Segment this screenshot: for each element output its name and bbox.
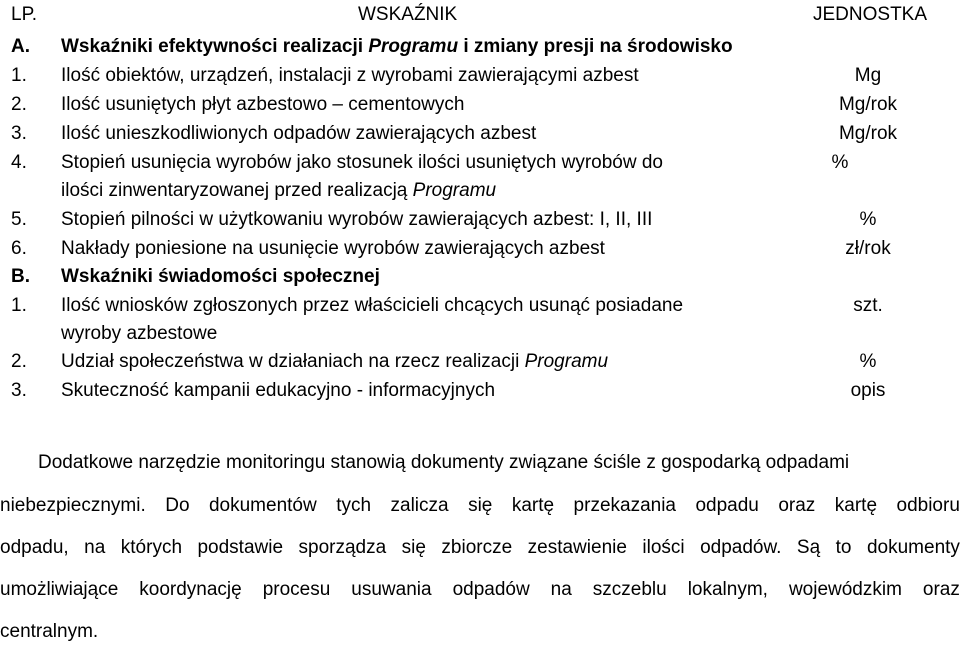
row-label-italic: Programu	[524, 351, 609, 372]
paragraph-word: umożliwiające	[0, 579, 119, 600]
paragraph-word: na	[84, 537, 106, 558]
paragraph-word: podstawie	[197, 537, 284, 558]
paragraph-word: odpadu	[695, 495, 759, 516]
paragraph-word: na	[550, 579, 572, 600]
paragraph-word: się	[468, 495, 493, 516]
table-row	[0, 377, 960, 405]
row-label: Skuteczność kampanii edukacyjno - informacyjnych	[61, 380, 496, 401]
section-b-label: Wskaźniki świadomości społecznej	[61, 266, 380, 287]
paragraph-word: oraz	[778, 495, 816, 516]
paragraph-word: oraz	[922, 579, 960, 600]
paragraph-word: przekazania	[573, 495, 676, 516]
row-label: Ilość obiektów, urządzeń, instalacji z wyrobami zawierającymi azbest	[61, 65, 639, 86]
section-a-title-post: i zmiany presji na środowisko	[458, 36, 733, 57]
row-unit: zł/rok	[845, 238, 891, 259]
table-row-continuation	[0, 320, 960, 348]
paragraph-word: kartę	[511, 495, 555, 516]
row-unit: szt.	[853, 295, 883, 316]
paragraph-word: się	[401, 537, 426, 558]
row-label-line2-italic: Programu	[412, 180, 497, 201]
table-row	[0, 348, 960, 376]
row-label: Nakłady poniesione na usunięcie wyrobów zawierających azbest	[61, 238, 605, 259]
header-unit: JEDNOSTKA	[813, 4, 928, 25]
section-b-title	[0, 263, 960, 291]
row-num: 3.	[11, 380, 27, 401]
paragraph-word: dokumenty	[866, 537, 960, 558]
row-unit: %	[859, 209, 877, 230]
row-unit: Mg	[854, 65, 882, 86]
row-label-line1: Stopień usunięcia wyrobów jako stosunek ilości usuniętych wyrobów do	[61, 152, 663, 173]
row-num: 5.	[11, 209, 27, 230]
row-num: 3.	[11, 123, 27, 144]
row-unit: %	[859, 351, 877, 372]
paragraph-word: Są	[796, 537, 821, 558]
section-a-title	[0, 33, 960, 61]
table-row	[0, 206, 960, 234]
section-b-num: B.	[11, 266, 30, 287]
row-label	[61, 348, 608, 376]
paragraph-word: usuwania	[351, 579, 432, 600]
paragraph-word: odpadów	[452, 579, 530, 600]
row-unit: opis	[850, 380, 886, 401]
paragraph-word: dokumentów	[208, 495, 317, 516]
paragraph-line-1: Dodatkowe narzędzie monitoringu stanowią dokumenty związane ściśle z gospodarką odpadami	[38, 452, 850, 473]
section-a-title-pre: Wskaźniki efektywności realizacji	[61, 36, 369, 57]
row-label: Ilość usuniętych płyt azbestowo – cementowych	[61, 94, 465, 115]
row-label: Stopień pilności w użytkowaniu wyrobów zawierających azbest: I, II, III	[61, 209, 653, 230]
row-label-pre: Udział społeczeństwa w działaniach na rzecz realizacji	[61, 351, 525, 372]
row-label-line2: wyroby azbestowe	[61, 323, 218, 344]
table-row	[0, 235, 960, 263]
paragraph-word: odpadu,	[0, 537, 69, 558]
row-unit: Mg/rok	[838, 123, 898, 144]
paragraph-word: odpadów.	[700, 537, 782, 558]
section-a-label	[61, 33, 733, 61]
paragraph-word: zbiorcze	[441, 537, 513, 558]
paragraph-line-5: centralnym.	[0, 621, 99, 642]
section-a-num: A.	[11, 36, 30, 57]
paragraph-word: sporządza	[298, 537, 387, 558]
header-indicator: WSKAŹNIK	[358, 4, 458, 25]
row-num: 1.	[11, 295, 27, 316]
row-label-line1: Ilość wniosków zgłoszonych przez właścicieli chcących usunąć posiadane	[61, 295, 684, 316]
paragraph-line-2	[0, 492, 960, 520]
row-label: Ilość unieszkodliwionych odpadów zawierających azbest	[61, 123, 537, 144]
row-num: 2.	[11, 351, 27, 372]
paragraph-word: Do	[165, 495, 190, 516]
table-header	[0, 1, 960, 29]
row-label-line2	[61, 177, 496, 205]
table-row	[0, 91, 960, 119]
paragraph-word: zalicza	[390, 495, 449, 516]
paragraph-word: szczeblu	[592, 579, 667, 600]
paragraph-word: lokalnym,	[687, 579, 768, 600]
section-a-title-italic: Programu	[368, 36, 459, 57]
header-lp: LP.	[11, 4, 38, 25]
row-unit: %	[831, 152, 849, 173]
table-row	[0, 120, 960, 148]
paragraph-word: wojewódzkim	[788, 579, 902, 600]
row-num: 6.	[11, 238, 27, 259]
table-row-continuation	[0, 177, 960, 205]
paragraph-word: koordynację	[139, 579, 242, 600]
row-num: 1.	[11, 65, 27, 86]
paragraph-word: niebezpiecznymi.	[0, 495, 146, 516]
table-row	[0, 149, 960, 177]
paragraph-line-4	[0, 576, 960, 604]
paragraph-word: których	[120, 537, 183, 558]
row-label-line2-pre: ilości zinwentaryzowanej przed realizacją	[61, 180, 413, 201]
table-row	[0, 292, 960, 320]
row-num: 4.	[11, 152, 27, 173]
paragraph-word: procesu	[262, 579, 331, 600]
row-unit: Mg/rok	[838, 94, 898, 115]
paragraph-word: zestawienie	[527, 537, 627, 558]
paragraph-line-3	[0, 534, 960, 562]
paragraph-word: to	[835, 537, 852, 558]
paragraph-word: odbioru	[896, 495, 960, 516]
row-num: 2.	[11, 94, 27, 115]
table-row	[0, 62, 960, 90]
paragraph-word: tych	[336, 495, 372, 516]
paragraph-word: kartę	[834, 495, 878, 516]
paragraph-word: ilości	[642, 537, 685, 558]
